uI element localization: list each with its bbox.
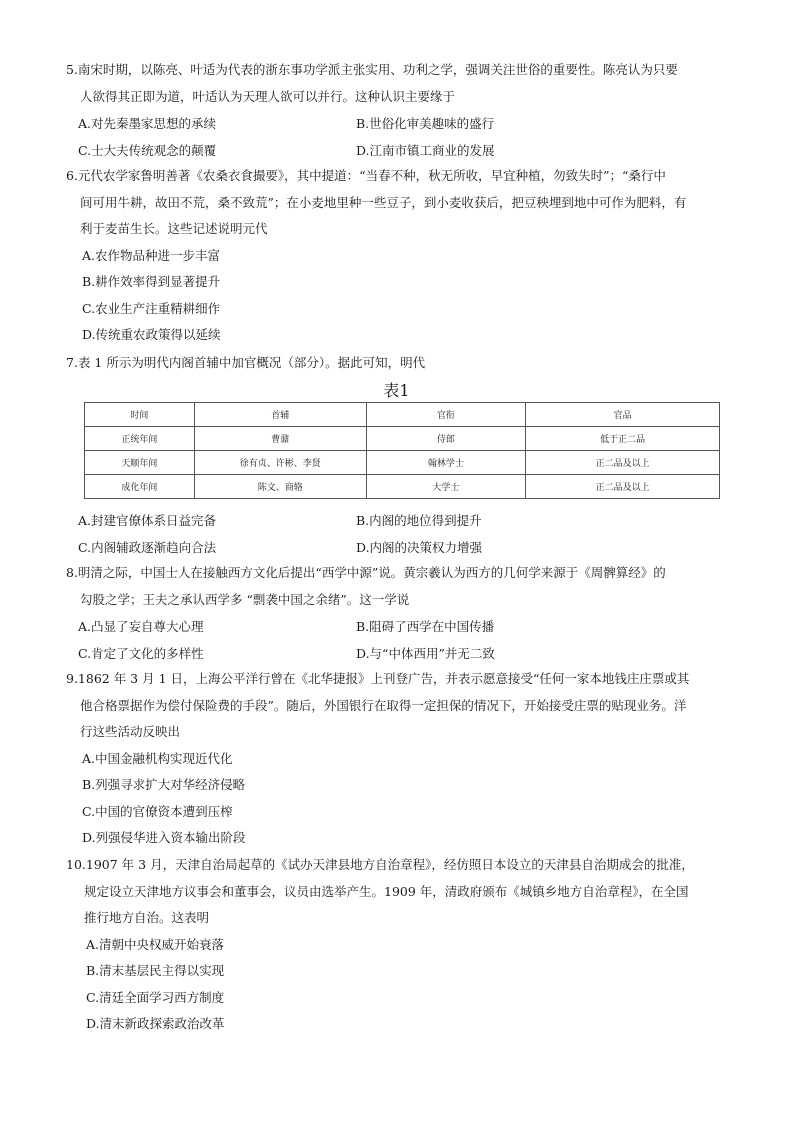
option-a[interactable]: A.中国金融机构实现近代化 <box>82 750 233 766</box>
option-c[interactable]: C.肯定了文化的多样性 <box>78 646 204 661</box>
question-6 <box>66 163 736 349</box>
table-title: 表1 <box>383 381 410 400</box>
question-8-options-row-2 <box>66 640 736 667</box>
question-10-stem-line-1: 10.1907 年 3 月，天津自治局起草的《试办天津县地方自治章程》，经仿照日本设立的天津县自治期成会的批准， <box>66 857 694 872</box>
question-6-stem-line-2: 间可用牛耕，故田不荒，桑不致荒”；在小麦地里种一些豆子，到小麦收获后，把豆秧埋到地中可作为肥料，有 <box>80 194 687 210</box>
table-cell: 正统年间 <box>85 427 195 451</box>
table-cell: 陈文、商辂 <box>194 475 366 499</box>
option-b[interactable]: B.列强寻求扩大对华经济侵略 <box>82 777 246 792</box>
question-5-options-row-1 <box>66 110 736 137</box>
question-10-stem-line-2: 规定设立天津地方议事会和董事会，议员由选举产生。1909 年，清政府颁布《城镇乡地方自治章程》，在全国 <box>84 883 689 899</box>
option-d[interactable]: D.江南市镇工商业的发展 <box>356 143 495 158</box>
question-8 <box>66 560 736 667</box>
question-7-stem-line-1: 7.表 1 所示为明代内阁首辅中加官概况（部分）。据此可知，明代 <box>66 355 426 370</box>
table-cell: 天顺年间 <box>85 451 195 475</box>
question-7-options-row-1 <box>66 507 736 534</box>
question-8-options-row-1 <box>66 613 736 640</box>
question-7-options-row-2 <box>66 534 736 561</box>
question-8-stem-line-2: 勾股之学；王夫之承认西学多 “剽袭中国之余绪”。这一学说 <box>80 591 410 607</box>
option-a[interactable]: A.农作物品种进一步丰富 <box>82 247 221 263</box>
table-header-row <box>85 403 720 427</box>
table-cell: 成化年间 <box>85 475 195 499</box>
question-9-stem-line-1: 9.1862 年 3 月 1 日，上海公平洋行曾在《北华捷报》上刊登广告，并表示愿意接受“任何一家本地钱庄庄票或其 <box>66 671 690 686</box>
option-b[interactable]: B.世俗化审美趣味的盛行 <box>356 116 495 131</box>
table-cell: 侍郎 <box>366 427 526 451</box>
question-9-stem-line-2: 他合格票据作为偿付保险费的手段”。随后，外国银行在取得一定担保的情况下，开始接受庄票的贴现业务。洋 <box>80 697 687 713</box>
table-row <box>85 427 720 451</box>
question-10 <box>66 852 736 1038</box>
table-cell: 徐有贞、许彬、李贤 <box>194 451 366 475</box>
option-d[interactable]: D.清末新政探索政治改革 <box>86 1016 225 1031</box>
option-d[interactable]: D.内阁的决策权力增强 <box>356 540 483 555</box>
question-5-stem-line-1: 5.南宋时期，以陈亮、叶适为代表的浙东事功学派主张实用、功利之学，强调关注世俗的重要性。陈亮认为只要 <box>66 62 678 77</box>
option-a[interactable]: A.对先秦墨家思想的承续 <box>78 116 217 131</box>
option-b[interactable]: B.内阁的地位得到提升 <box>356 513 482 528</box>
table-header-cell: 官衔 <box>366 403 526 427</box>
question-7 <box>66 350 736 377</box>
table-cell: 低于正二品 <box>526 427 720 451</box>
option-c[interactable]: C.中国的官僚资本遭到压榨 <box>82 803 233 819</box>
option-d[interactable]: D.传统重农政策得以延续 <box>82 327 221 342</box>
question-8-stem-line-1: 8.明清之际，中国士人在接触西方文化后提出“西学中源”说。黄宗羲认为西方的几何学来源于《周髀算经》的 <box>66 565 666 580</box>
table-cell: 曹鼐 <box>194 427 366 451</box>
option-d[interactable]: D.与“中体西用”并无二致 <box>356 646 495 661</box>
option-a[interactable]: A.凸显了妄自尊大心理 <box>78 619 204 634</box>
option-c[interactable]: C.士大夫传统观念的颠覆 <box>78 143 217 158</box>
question-5 <box>66 57 736 164</box>
option-b[interactable]: B.耕作效率得到显著提升 <box>82 274 221 289</box>
table-cell: 正二品及以上 <box>526 451 720 475</box>
question-9 <box>66 666 736 852</box>
question-9-stem-line-3: 行这些活动反映出 <box>80 724 181 739</box>
table-cell: 翰林学士 <box>366 451 526 475</box>
option-a[interactable]: A.清朝中央权威开始衰落 <box>86 936 225 952</box>
option-d[interactable]: D.列强侵华进入资本输出阶段 <box>82 830 246 845</box>
question-5-options-row-2 <box>66 137 736 164</box>
question-5-stem-line-2: 人欲得其正即为道，叶适认为天理人欲可以并行。这种认识主要缘于 <box>80 88 456 104</box>
table-header-cell: 时间 <box>85 403 195 427</box>
table-row <box>85 475 720 499</box>
table-cell: 大学士 <box>366 475 526 499</box>
official-ranks-table <box>84 402 720 499</box>
option-c[interactable]: C.农业生产注重精耕细作 <box>82 300 221 316</box>
question-6-stem-line-1: 6.元代农学家鲁明善著《农桑衣食撮要》，其中提道：“当春不种，秋无所收，早宜种植，勿致失时”；“桑行中 <box>66 168 666 183</box>
table-cell: 正二品及以上 <box>526 475 720 499</box>
question-10-stem-line-3: 推行地方自治。这表明 <box>84 910 210 925</box>
option-c[interactable]: C.内阁辅政逐渐趋向合法 <box>78 540 217 555</box>
question-7-options <box>66 507 736 561</box>
table-header-cell: 官品 <box>526 403 720 427</box>
option-b[interactable]: B.清末基层民主得以实现 <box>86 963 225 978</box>
option-c[interactable]: C.清廷全面学习西方制度 <box>86 989 225 1005</box>
option-a[interactable]: A.封建官僚体系日益完备 <box>78 513 217 528</box>
table-row <box>85 451 720 475</box>
option-b[interactable]: B.阻碍了西学在中国传播 <box>356 619 495 634</box>
table-header-cell: 首辅 <box>194 403 366 427</box>
question-6-stem-line-3: 利于麦苗生长。这些记述说明元代 <box>80 221 268 236</box>
